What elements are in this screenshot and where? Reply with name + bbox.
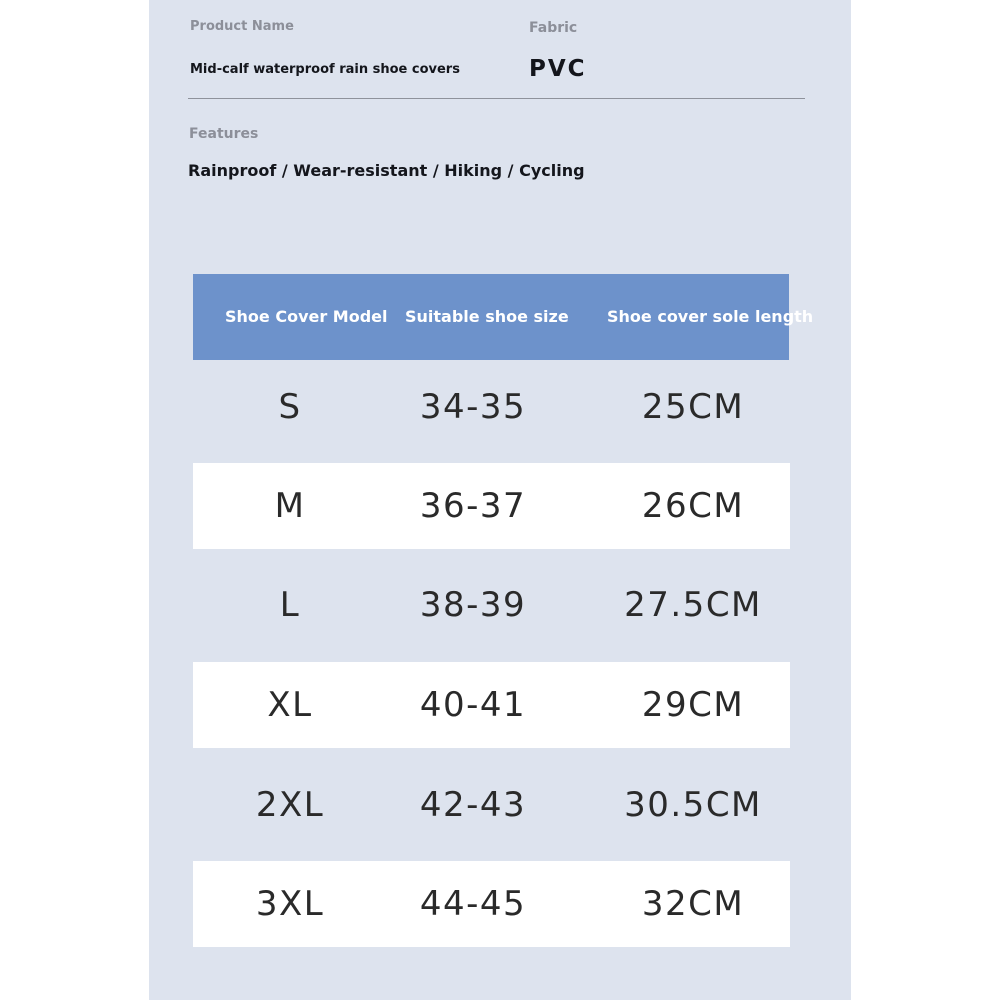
sole-length-cell: 29CM xyxy=(641,685,745,725)
sole-length-cell: 30.5CM xyxy=(624,785,762,825)
shoe-size-cell: 34-35 xyxy=(419,387,527,427)
shoe-size-cell: 38-39 xyxy=(419,585,527,625)
header-shoe-cover-model: Shoe Cover Model xyxy=(225,307,388,326)
product-name-value: Mid-calf waterproof rain shoe covers xyxy=(190,62,460,77)
model-cell: 3XL xyxy=(255,884,325,924)
shoe-size-cell: 44-45 xyxy=(419,884,527,924)
table-row xyxy=(193,562,790,648)
sole-length-cell: 26CM xyxy=(641,486,745,526)
model-cell: S xyxy=(278,387,302,427)
features-value: Rainproof / Wear-resistant / Hiking / Cycling xyxy=(188,161,585,180)
header-sole-length: Shoe cover sole length xyxy=(607,307,814,326)
table-row xyxy=(193,662,790,748)
shoe-size-cell: 40-41 xyxy=(419,685,527,725)
table-row xyxy=(193,364,790,450)
fabric-label: Fabric xyxy=(529,20,578,36)
shoe-size-cell: 36-37 xyxy=(419,486,527,526)
fabric-value: PVC xyxy=(529,56,587,82)
table-row xyxy=(193,762,790,848)
table-row xyxy=(193,463,790,549)
product-name-label: Product Name xyxy=(190,19,294,34)
shoe-size-cell: 42-43 xyxy=(419,785,527,825)
features-label: Features xyxy=(189,126,259,142)
table-header-row xyxy=(193,274,814,360)
model-cell: XL xyxy=(267,685,313,725)
model-cell: 2XL xyxy=(255,785,325,825)
model-cell: M xyxy=(274,486,306,526)
header-suitable-shoe-size: Suitable shoe size xyxy=(405,307,569,326)
model-cell: L xyxy=(279,585,301,625)
sole-length-cell: 32CM xyxy=(641,884,745,924)
sole-length-cell: 27.5CM xyxy=(624,585,762,625)
table-row xyxy=(193,861,790,947)
sole-length-cell: 25CM xyxy=(641,387,745,427)
divider-line xyxy=(188,98,805,99)
